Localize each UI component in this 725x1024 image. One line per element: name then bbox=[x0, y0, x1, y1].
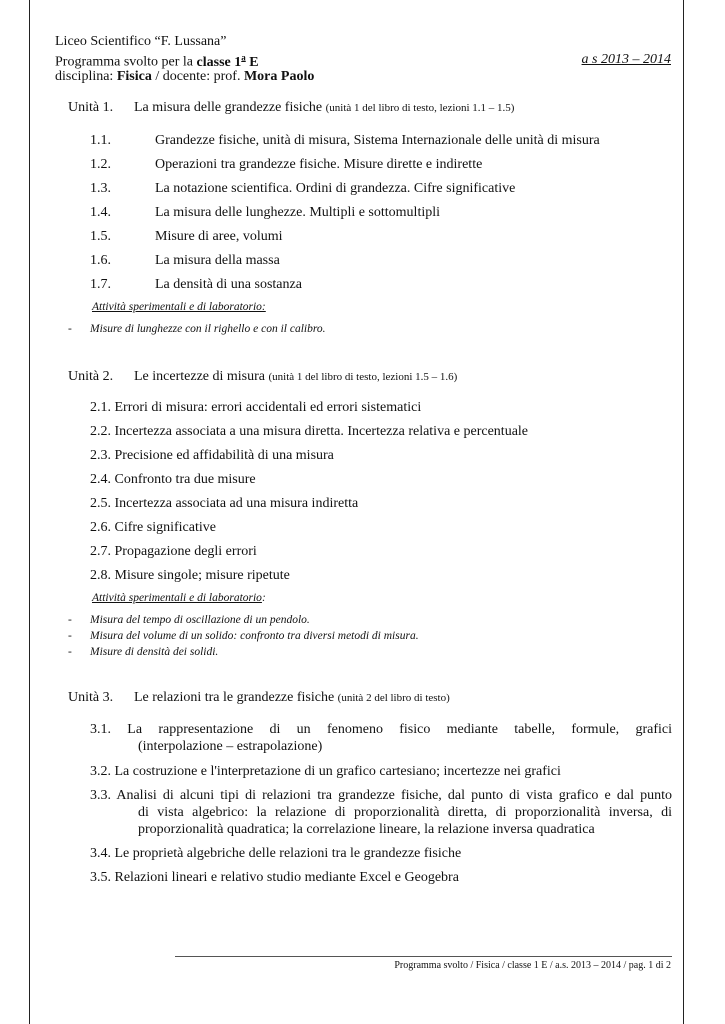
list-item: 3.2. La costruzione e l'interpretazione di un grafico cartesiano; incertezze nei grafici bbox=[90, 764, 561, 779]
list-item: 2.8. Misure singole; misure ripetute bbox=[90, 568, 290, 583]
teacher: Mora Paolo bbox=[243, 69, 315, 84]
footer-divider bbox=[175, 956, 672, 957]
unit-2-lab-title: Attività sperimentali e di laboratorio: bbox=[92, 592, 266, 604]
list-item: 2.2. Incertezza associata a una misura diretta. Incertezza relativa e percentuale bbox=[90, 424, 529, 439]
program-prefix: Programma svolto per la bbox=[55, 54, 197, 70]
list-item: 2.4. Confronto tra due misure bbox=[90, 472, 256, 487]
unit-3-heading: Unità 3. Le relazioni tra le grandezze fisiche (unità 2 del libro di testo) bbox=[68, 690, 450, 705]
unit-3-title: Le relazioni tra le grandezze fisiche bbox=[134, 690, 335, 705]
list-item: 3.1. La rappresentazione di un fenomeno fisico mediante tabelle, formule, grafici (interpolazione – estrapolazione) bbox=[90, 722, 672, 754]
page-footer: Programma svolto / Fisica / classe 1 E / a.s. 2013 – 2014 / pag. 1 di 2 bbox=[394, 960, 671, 971]
list-item: 3.4. Le proprietà algebriche delle relazioni tra le grandezze fisiche bbox=[90, 846, 462, 861]
unit-1-title: La misura delle grandezze fisiche bbox=[134, 100, 323, 115]
list-item: 2.5. Incertezza associata ad una misura indiretta bbox=[90, 496, 359, 511]
discipline-line: disciplina: Fisica / docente: prof. Mora Paolo bbox=[55, 69, 315, 84]
unit-1-lab-title: Attività sperimentali e di laboratorio: bbox=[92, 301, 266, 313]
unit-2-heading: Unità 2. Le incertezze di misura (unità 1 del libro di testo, lezioni 1.5 – 1.6) bbox=[68, 369, 458, 384]
unit-3-source: (unità 2 del libro di testo) bbox=[337, 692, 450, 704]
list-item: 3.5. Relazioni lineari e relativo studio mediante Excel e Geogebra bbox=[90, 870, 459, 885]
list-item: 2.7. Propagazione degli errori bbox=[90, 544, 257, 559]
list-item: 3.3. Analisi di alcuni tipi di relazioni tra grandezze fisiche, dal punto di vista grafico e dal punto di vista algebrico: la relazione di proporzionalità diretta, di proporzionalità inversa, di proporzionalità quadratica; la correlazione lineare, la relazione inversa quadratica bbox=[90, 788, 672, 837]
school-year: a s 2013 – 2014 bbox=[581, 52, 671, 67]
program-line bbox=[55, 52, 259, 71]
unit-1-source: (unità 1 del libro di testo, lezioni 1.1 – 1.5) bbox=[325, 102, 515, 114]
discipline: Fisica bbox=[116, 69, 152, 84]
list-item: 2.3. Precisione ed affidabilità di una misura bbox=[90, 448, 334, 463]
program-class: classe 1$^a$ E bbox=[196, 52, 259, 70]
unit-1-heading: Unità 1. La misura delle grandezze fisiche (unità 1 del libro di testo, lezioni 1.1 – 1.5) bbox=[68, 100, 515, 115]
list-item: 2.6. Cifre significative bbox=[90, 520, 216, 535]
unit-2-source: (unità 1 del libro di testo, lezioni 1.5 – 1.6) bbox=[268, 371, 458, 383]
school-name: Liceo Scientifico “F. Lussana” bbox=[55, 34, 227, 49]
unit-2-title: Le incertezze di misura bbox=[134, 369, 265, 384]
list-item: 2.1. Errori di misura: errori accidentali ed errori sistematici bbox=[90, 400, 422, 415]
